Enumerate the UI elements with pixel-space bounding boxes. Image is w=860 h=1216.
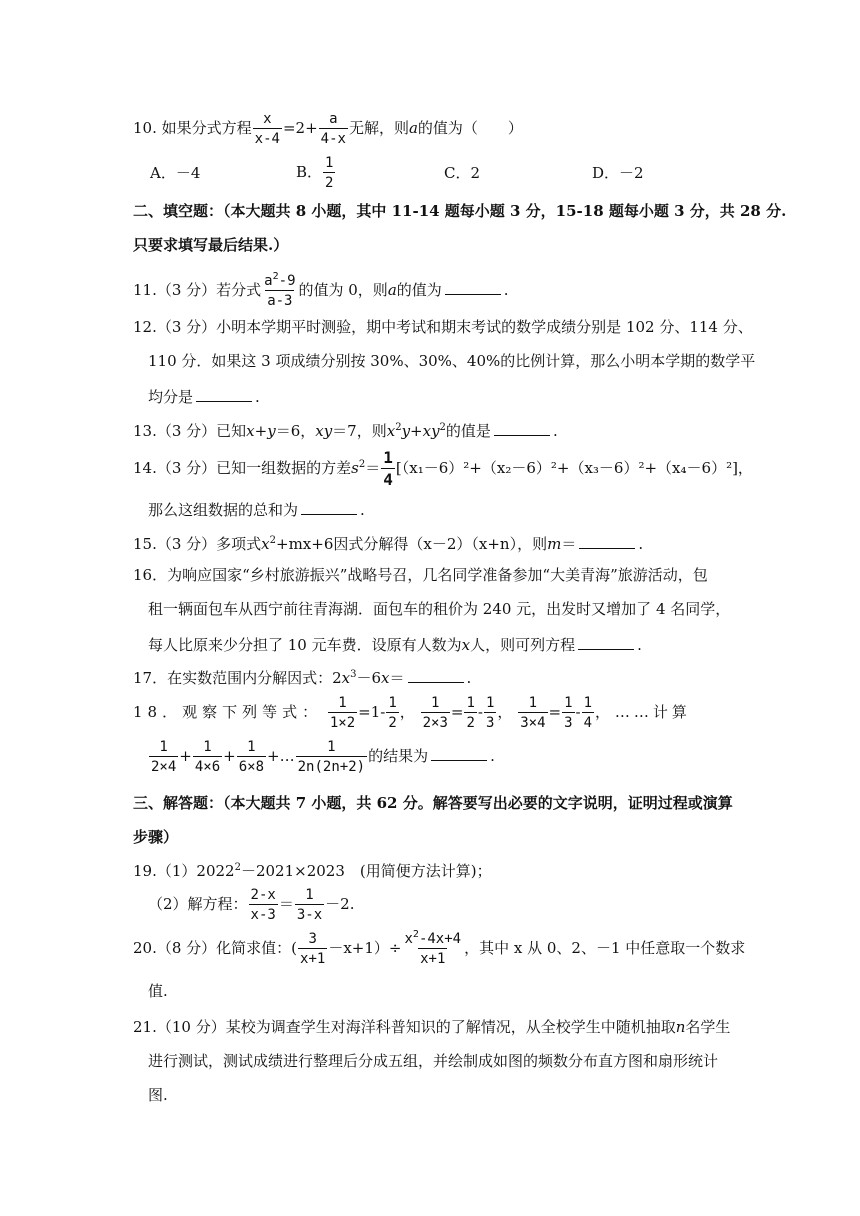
answer-blank[interactable] bbox=[196, 387, 252, 402]
fraction: $\frac{a}{4-x}$ bbox=[320, 111, 346, 147]
fraction: $\frac{1}{2}$ bbox=[388, 695, 397, 731]
fraction: $\frac{1}{2}$ bbox=[466, 695, 475, 731]
fraction: $\frac{1}{3}$ bbox=[485, 695, 495, 731]
question-20-cont: 值. bbox=[148, 982, 168, 1000]
fraction: $\frac{1}{2}$ bbox=[325, 155, 334, 191]
fraction: $\frac{2-x}{x-3}$ bbox=[250, 887, 276, 923]
question-18: 18．观察下列等式： $\frac{1}{1\times 2}$ =1- $\frac{1}{2}$ ， $\frac{1}{2\times 3}$ = $\frac{1}{2}$ - $\frac{1}{3}$ ， $\frac{1}{3\times 4}$ = $\frac{1}{3}$ - $\frac{1}{4}$ ， ……计算 bbox=[133, 695, 691, 731]
question-12-cont: 110 分．如果这 3 项成绩分别按 30%、30%、40%的比例计算，那么小明本学期的数学平 bbox=[148, 352, 756, 370]
answer-blank[interactable] bbox=[578, 635, 634, 650]
question-19: $19.(1)2022^2-2021\times 2023$ (用简便方法计算)； bbox=[133, 862, 492, 880]
answer-blank[interactable] bbox=[431, 746, 487, 761]
fraction: $\frac{1}{3-x}$ bbox=[296, 887, 323, 923]
question-14: 14.（3 分）已知一组数据的方差$s^2=$ $\frac{1}{4}$ [（x₁－6）²+（x₂－6）²+（x₃－6）²+（x₄－6）²]， bbox=[133, 448, 753, 489]
question-20: 20.（8 分）化简求值：( $\frac{3}{x+1}$ －x+1）÷ $\frac{x^2-4x+4}{x+1}$ ，其中 x 从 0、2、－1 中任意取一个数求 bbox=[133, 929, 746, 967]
question-15: 15.（3 分）多项式$x^2+mx+6$因式分解得（x－2）（x+n），则m＝ . bbox=[133, 535, 644, 553]
answer-blank[interactable] bbox=[301, 500, 357, 515]
answer-blank[interactable] bbox=[408, 668, 464, 683]
fraction: $\frac{1}{3\times 4}$ bbox=[520, 695, 546, 731]
fraction: $\frac{1}{6\times 8}$ bbox=[238, 739, 265, 775]
option-d: D．－2 bbox=[592, 164, 644, 182]
question-21-cont: 进行测试，测试成绩进行整理后分成五组，并绘制成如图的频数分布直方图和扇形统计 bbox=[148, 1052, 719, 1070]
fraction: $\frac{a^2-9}{a-3}$ bbox=[264, 271, 296, 309]
question-14-cont: 那么这组数据的总和为 . bbox=[148, 501, 365, 519]
section-2-heading-cont: 只要求填写最后结果.） bbox=[133, 236, 289, 254]
question-11: 11.（3 分）若分式 $\frac{a^2-9}{a-3}$ 的值为 0，则a的值为 . bbox=[133, 271, 509, 309]
fraction: $\frac{1}{2\times 3}$ bbox=[422, 695, 448, 731]
question-12-cont: 均分是 . bbox=[148, 388, 260, 406]
question-12: 12.（3 分）小明本学期平时测验，期中考试和期末考试的数学成绩分别是 102 分、114 分、 bbox=[133, 318, 753, 336]
section-3-heading-cont: 步骤） bbox=[133, 828, 179, 846]
question-18-cont: $\frac{1}{2\times 4}$ + $\frac{1}{4\times 6}$ + $\frac{1}{6\times 8}$ +… $\frac{1}{2n(2n+2)}$ 的结果为 . bbox=[151, 739, 495, 775]
question-19-part-2: （2）解方程： $\frac{2-x}{x-3}$ ＝ $\frac{1}{3-x}$ －2. bbox=[148, 887, 355, 923]
question-10: 10. 如果分式方程 $\frac{x}{x-4}$ =2+ $\frac{a}{4-x}$ 无解，则a的值为（ ） bbox=[133, 111, 523, 147]
answer-blank[interactable] bbox=[494, 421, 550, 436]
fraction: $\frac{1}{2\times 4}$ bbox=[151, 739, 177, 775]
option-b: B． $\frac{1}{2}$ bbox=[296, 155, 334, 191]
question-16: 16．为响应国家“乡村旅游振兴”战略号召，几名同学准备参加“大美青海”旅游活动，包 bbox=[133, 566, 708, 584]
fraction: $\frac{1}{4}$ bbox=[583, 695, 593, 731]
fraction: $\frac{x}{x-4}$ bbox=[254, 111, 280, 147]
option-a: A．－4 bbox=[150, 164, 201, 182]
section-2-heading: 二、填空题：（本大题共 8 小题，其中 11-14 题每小题 3 分，15-18 题每小题 3 分，共 28 分. bbox=[133, 202, 787, 220]
option-c: C．2 bbox=[444, 164, 481, 182]
question-21: 21.（10 分）某校为调查学生对海洋科普知识的了解情况，从全校学生中随机抽取n名学生 bbox=[133, 1018, 731, 1036]
fraction: $\frac{1}{3}$ bbox=[564, 695, 573, 731]
answer-blank[interactable] bbox=[445, 280, 501, 295]
fraction: $\frac{1}{4}$ bbox=[383, 448, 393, 489]
question-17: 17．在实数范围内分解因式：$2x^3-6x=$ . bbox=[133, 669, 472, 687]
question-16-cont: 租一辆面包车从西宁前往青海湖．面包车的租价为 240 元，出发时又增加了 4 名同学， bbox=[148, 600, 731, 618]
section-3-heading: 三、解答题：（本大题共 7 小题，共 62 分。解答要写出必要的文字说明，证明过程或演算 bbox=[133, 794, 733, 812]
fraction: $\frac{x^2-4x+4}{x+1}$ bbox=[404, 929, 462, 967]
question-13: 13.（3 分）已知x+y＝6，xy＝7，则$x^2y+xy^2$的值是 . bbox=[133, 422, 558, 440]
question-16-cont: 每人比原来少分担了 10 元车费．设原有人数为x人，则可列方程 . bbox=[148, 636, 642, 654]
fraction: $\frac{1}{4\times 6}$ bbox=[194, 739, 221, 775]
fraction: $\frac{1}{1\times 2}$ bbox=[329, 695, 356, 731]
fraction: $\frac{1}{2n(2n+2)}$ bbox=[297, 739, 366, 775]
fraction: $\frac{3}{x+1}$ bbox=[300, 931, 326, 967]
question-21-cont: 图. bbox=[148, 1086, 168, 1104]
answer-blank[interactable] bbox=[579, 534, 635, 549]
